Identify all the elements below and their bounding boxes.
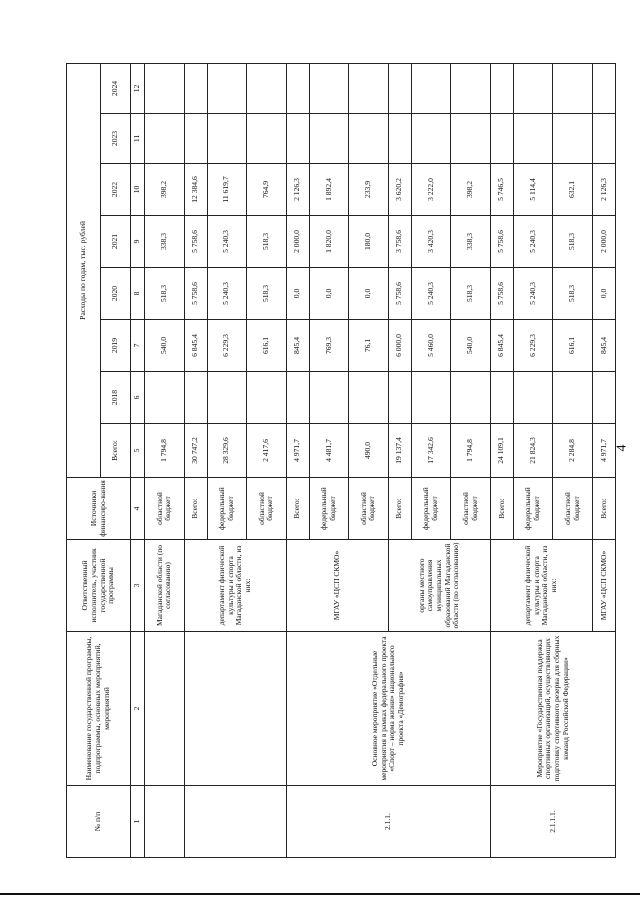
- value-cell: 233,9: [349, 164, 389, 216]
- value-cell: 2 000,0: [592, 216, 615, 268]
- value-cell: 518,3: [247, 268, 287, 320]
- value-cell: 5 240,3: [513, 216, 553, 268]
- value-cell: 5 240,3: [411, 268, 451, 320]
- value-cell: 21 824,3: [513, 424, 553, 478]
- value-cell: [349, 114, 389, 164]
- value-cell: [388, 63, 411, 113]
- page-number: 4: [614, 444, 630, 452]
- value-cell: [309, 114, 349, 164]
- value-cell: [553, 63, 593, 113]
- value-cell: [553, 114, 593, 164]
- value-cell: 616,1: [553, 320, 593, 372]
- value-cell: 5 114,4: [513, 164, 553, 216]
- source-cell: Всего:: [592, 478, 615, 540]
- value-cell: [411, 372, 451, 424]
- value-cell: [207, 114, 247, 164]
- header-name: Наименование государственной программы, подпрограммы, основных мероприятий, мероприятий: [67, 632, 131, 786]
- value-cell: 4 971,7: [286, 424, 309, 478]
- value-cell: [207, 372, 247, 424]
- value-cell: 2 000,0: [286, 216, 309, 268]
- value-cell: 4 481,7: [309, 424, 349, 478]
- value-cell: [145, 114, 185, 164]
- value-cell: 3 620,2: [388, 164, 411, 216]
- column-number: 6: [131, 372, 145, 424]
- value-cell: 398,2: [451, 164, 491, 216]
- value-cell: [207, 63, 247, 113]
- source-cell: Всего:: [286, 478, 309, 540]
- value-cell: 490,0: [349, 424, 389, 478]
- column-number: 8: [131, 268, 145, 320]
- header-year: 2018: [101, 372, 131, 424]
- row-id-cell: [145, 786, 185, 858]
- row-id-cell: 2.1.1.1.: [490, 786, 615, 858]
- value-cell: [451, 372, 491, 424]
- executor-cell: органы местного самоуправления муниципальных образований Магаданской области (по согласованию): [388, 540, 490, 632]
- row-name-cell: [184, 632, 286, 786]
- value-cell: 5 758,6: [388, 268, 411, 320]
- value-cell: [247, 63, 287, 113]
- column-number: 7: [131, 320, 145, 372]
- row-name-cell: Мероприятие «Государственная поддержка спортивных организаций, осуществляющих подготовку спортивного резерва для сборных команд Российской Федерации»: [490, 632, 615, 786]
- value-cell: 0,0: [592, 268, 615, 320]
- executor-cell: МГАУ «ЦСП СКМО»: [286, 540, 388, 632]
- value-cell: [247, 372, 287, 424]
- value-cell: 764,9: [247, 164, 287, 216]
- source-cell: федеральный бюджет: [513, 478, 553, 540]
- value-cell: 6 845,4: [184, 320, 207, 372]
- value-cell: 518,3: [553, 268, 593, 320]
- header-year: 2019: [101, 320, 131, 372]
- value-cell: [309, 63, 349, 113]
- value-cell: [247, 114, 287, 164]
- value-cell: 2 126,3: [592, 164, 615, 216]
- header-year: 2024: [101, 63, 131, 113]
- value-cell: 3 222,0: [411, 164, 451, 216]
- value-cell: 3 420,3: [411, 216, 451, 268]
- value-cell: [411, 114, 451, 164]
- value-cell: [513, 114, 553, 164]
- value-cell: 5 240,3: [207, 216, 247, 268]
- value-cell: [513, 63, 553, 113]
- value-cell: 5 758,6: [490, 216, 513, 268]
- value-cell: [592, 114, 615, 164]
- header-year: 2022: [101, 164, 131, 216]
- value-cell: 518,3: [553, 216, 593, 268]
- column-number: 4: [131, 478, 145, 540]
- value-cell: [286, 63, 309, 113]
- source-cell: областной бюджет: [349, 478, 389, 540]
- value-cell: [592, 63, 615, 113]
- source-cell: областной бюджет: [451, 478, 491, 540]
- value-cell: 1 892,4: [309, 164, 349, 216]
- value-cell: 12 384,6: [184, 164, 207, 216]
- executor-cell: департамент физической культуры и спорта Магаданской области, из них:: [184, 540, 286, 632]
- value-cell: 540,0: [145, 320, 185, 372]
- value-cell: [349, 372, 389, 424]
- value-cell: 6 000,0: [388, 320, 411, 372]
- value-cell: 5 758,6: [184, 216, 207, 268]
- value-cell: 24 109,1: [490, 424, 513, 478]
- value-cell: [184, 372, 207, 424]
- source-cell: федеральный бюджет: [207, 478, 247, 540]
- value-cell: 769,3: [309, 320, 349, 372]
- value-cell: [388, 114, 411, 164]
- column-number: 1: [131, 786, 145, 858]
- value-cell: 518,3: [145, 268, 185, 320]
- row-id-cell: 2.1.1.: [286, 786, 490, 858]
- table-row: [145, 63, 185, 857]
- value-cell: 0,0: [309, 268, 349, 320]
- value-cell: 5 460,0: [411, 320, 451, 372]
- value-cell: [286, 372, 309, 424]
- table-row: [184, 63, 207, 857]
- value-cell: 76,1: [349, 320, 389, 372]
- value-cell: 5 240,3: [207, 268, 247, 320]
- budget-table: [66, 63, 616, 858]
- value-cell: 11 619,7: [207, 164, 247, 216]
- source-cell: областной бюджет: [145, 478, 185, 540]
- value-cell: [451, 114, 491, 164]
- value-cell: 3 758,6: [388, 216, 411, 268]
- value-cell: [388, 372, 411, 424]
- header-expenses: Расходы по годам, тыс. рублей: [67, 63, 101, 477]
- header-source: Источники финансиро-вания: [67, 478, 131, 540]
- value-cell: 338,3: [451, 216, 491, 268]
- value-cell: 632,1: [553, 164, 593, 216]
- value-cell: 540,0: [451, 320, 491, 372]
- value-cell: 6 229,3: [207, 320, 247, 372]
- source-cell: Всего:: [490, 478, 513, 540]
- value-cell: 0,0: [349, 268, 389, 320]
- row-name-cell: Основное мероприятие «Отдельные мероприятия в рамках федерального проекта «Спорт – норма жизни» национального проекта «Демография»: [286, 632, 490, 786]
- value-cell: 1 794,8: [145, 424, 185, 478]
- value-cell: 518,3: [247, 216, 287, 268]
- value-cell: 398,2: [145, 164, 185, 216]
- source-cell: Всего:: [184, 478, 207, 540]
- column-number: 3: [131, 540, 145, 632]
- value-cell: 30 747,2: [184, 424, 207, 478]
- value-cell: 2 284,8: [553, 424, 593, 478]
- header-year: 2020: [101, 268, 131, 320]
- column-number: 12: [131, 63, 145, 113]
- value-cell: 180,0: [349, 216, 389, 268]
- value-cell: 19 137,4: [388, 424, 411, 478]
- column-number: 10: [131, 164, 145, 216]
- header-total: Всего:: [101, 424, 131, 478]
- page-bottom-rule: [0, 893, 640, 895]
- value-cell: [411, 63, 451, 113]
- value-cell: [490, 372, 513, 424]
- source-cell: областной бюджет: [553, 478, 593, 540]
- value-cell: 845,4: [286, 320, 309, 372]
- value-cell: [286, 114, 309, 164]
- value-cell: [490, 63, 513, 113]
- value-cell: 518,3: [451, 268, 491, 320]
- value-cell: [145, 372, 185, 424]
- executor-cell: МГАУ «ЦСП СКМО»: [592, 540, 615, 632]
- value-cell: 17 342,6: [411, 424, 451, 478]
- value-cell: 2 417,6: [247, 424, 287, 478]
- value-cell: 5 746,5: [490, 164, 513, 216]
- value-cell: [451, 63, 491, 113]
- value-cell: [513, 372, 553, 424]
- source-cell: областной бюджет: [247, 478, 287, 540]
- value-cell: 845,4: [592, 320, 615, 372]
- value-cell: [592, 372, 615, 424]
- value-cell: 5 240,3: [513, 268, 553, 320]
- value-cell: 6 845,4: [490, 320, 513, 372]
- column-number: 9: [131, 216, 145, 268]
- column-number: 11: [131, 114, 145, 164]
- value-cell: [490, 114, 513, 164]
- value-cell: [184, 114, 207, 164]
- value-cell: 1 794,8: [451, 424, 491, 478]
- source-cell: федеральный бюджет: [411, 478, 451, 540]
- value-cell: [184, 63, 207, 113]
- column-number: 5: [131, 424, 145, 478]
- source-cell: Всего:: [388, 478, 411, 540]
- value-cell: 338,3: [145, 216, 185, 268]
- source-cell: федеральный бюджет: [309, 478, 349, 540]
- value-cell: 1 820,0: [309, 216, 349, 268]
- value-cell: 4 971,7: [592, 424, 615, 478]
- value-cell: [349, 63, 389, 113]
- table-row: [286, 63, 309, 857]
- header-number: № п/п: [67, 786, 131, 858]
- value-cell: 5 758,6: [184, 268, 207, 320]
- executor-cell: Магаданской области (по согласованию): [145, 540, 185, 632]
- table-row: [490, 63, 513, 857]
- executor-cell: департамент физической культуры и спорта Магаданской области, из них:: [490, 540, 592, 632]
- header-executor: Ответственный исполнитель, участник государственной программы: [67, 540, 131, 632]
- value-cell: 0,0: [286, 268, 309, 320]
- header-year: 2023: [101, 114, 131, 164]
- value-cell: 28 329,6: [207, 424, 247, 478]
- rotated-table-container: [66, 64, 616, 858]
- value-cell: [145, 63, 185, 113]
- value-cell: 5 758,6: [490, 268, 513, 320]
- value-cell: 2 126,3: [286, 164, 309, 216]
- value-cell: [309, 372, 349, 424]
- value-cell: 6 229,3: [513, 320, 553, 372]
- row-name-cell: [145, 632, 185, 786]
- value-cell: [553, 372, 593, 424]
- column-number: 2: [131, 632, 145, 786]
- value-cell: 616,1: [247, 320, 287, 372]
- row-id-cell: [184, 786, 286, 858]
- header-year: 2021: [101, 216, 131, 268]
